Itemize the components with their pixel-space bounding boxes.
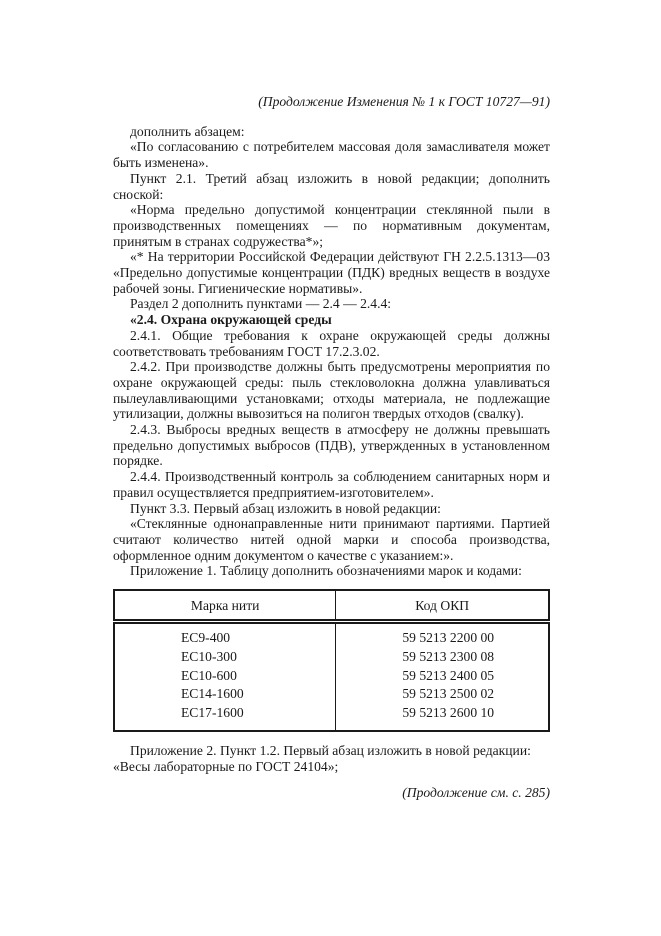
- table-row: [114, 647, 549, 666]
- code-cell: 59 5213 2200 00: [402, 629, 495, 645]
- paragraph-supplement-intro: дополнить абзацем:: [130, 123, 245, 139]
- code-cell: 59 5213 2300 08: [402, 648, 495, 664]
- paragraph-quote-mass-fraction: «По согласованию с потребителем массовая доля замасливателя может быть изменена».: [113, 139, 550, 171]
- paragraph-annex-1: Приложение 1. Таблицу дополнить обозначениями марок и кодами:: [130, 563, 522, 579]
- mark-cell: ЕС14-1600: [114, 685, 336, 704]
- code-cell: 59 5213 2400 05: [402, 667, 495, 683]
- page-header-note: (Продолжение Изменения № 1 к ГОСТ 10727—91): [258, 94, 550, 109]
- paragraph-quote-threads-batches: «Стеклянные однонаправленные нити принимают партиями. Партией считают количество нитей одной марки и способа производства, оформленное одним документом о качестве с указанием:».: [113, 516, 550, 563]
- paragraph-item-2-1: Пункт 2.1. Третий абзац изложить в новой редакции; дополнить сноской:: [113, 170, 550, 202]
- paragraph-2-4-1: 2.4.1. Общие требования к охране окружающей среды должны соответствовать требованиям ГОСТ 17.2.3.02.: [113, 327, 550, 359]
- table-row: [114, 704, 549, 731]
- mark-cell: ЕС10-300: [114, 647, 336, 666]
- paragraph-quote-scales: «Весы лабораторные по ГОСТ 24104»;: [113, 758, 339, 774]
- paragraph-footnote-russia: «* На территории Российской Федерации действуют ГН 2.2.5.1313—03 «Предельно допустимые концентрации (ПДК) вредных веществ в воздухе рабочей зоны. Гигиенические нормативы».: [113, 249, 550, 296]
- table-row: [114, 666, 549, 685]
- page-footer-note: (Продолжение см. с. 285): [402, 785, 550, 801]
- table-header-mark: Марка нити: [114, 590, 336, 621]
- paragraph-2-4-3: 2.4.3. Выбросы вредных веществ в атмосферу не должны превышать предельно допустимых выбросов (ПДВ), утвержденных в установленном порядке.: [113, 422, 550, 469]
- paragraph-item-3-3: Пункт 3.3. Первый абзац изложить в новой редакции:: [130, 500, 441, 516]
- code-cell: 59 5213 2600 10: [402, 705, 495, 721]
- paragraph-annex-2: Приложение 2. Пункт 1.2. Первый абзац изложить в новой редакции:: [130, 743, 531, 759]
- table-row: [114, 621, 549, 647]
- mark-cell: ЕС10-600: [114, 666, 336, 685]
- mark-cell: ЕС9-400: [114, 621, 336, 647]
- table-header-row: [114, 590, 549, 621]
- okp-codes-table: [113, 589, 550, 732]
- paragraph-heading-2-4: «2.4. Охрана окружающей среды: [130, 312, 332, 328]
- table-header-code: Код ОКП: [336, 590, 549, 621]
- mark-cell: ЕС17-1600: [114, 704, 336, 731]
- paragraph-2-4-4: 2.4.4. Производственный контроль за соблюдением санитарных норм и правил осуществляется предприятием-изготовителем».: [113, 469, 550, 500]
- paragraph-section-2-supplement: Раздел 2 дополнить пунктами — 2.4 — 2.4.4:: [130, 296, 392, 312]
- paragraph-2-4-2: 2.4.2. При производстве должны быть предусмотрены мероприятия по охране окружающей среды: пыль стекловолокна должна улавливаться пылеулавливающими установками; отходы материала, не подлежащие утилизации, должны вывозиться на полигон твердых отходов (свалку).: [113, 359, 550, 422]
- code-cell: 59 5213 2500 02: [402, 686, 495, 702]
- table-row: [114, 685, 549, 704]
- paragraph-quote-dust-norm: «Норма предельно допустимой концентрации стеклянной пыли в производственных помещениях — по нормативным документам, принятым в странах содружества*»;: [113, 202, 550, 249]
